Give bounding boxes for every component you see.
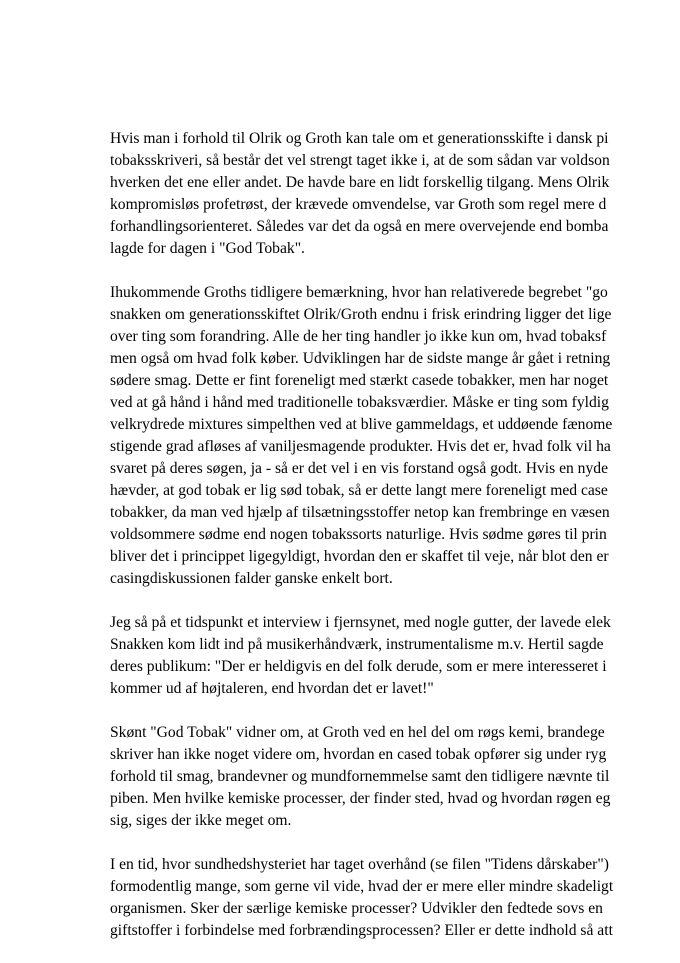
text-line: Jeg så på et tidspunkt et interview i fjernsynet, med nogle gutter, der lavede elek <box>110 614 611 631</box>
text-line: giftstoffer i forbindelse med forbrændingsprocessen? Eller er dette indhold så att <box>110 922 613 939</box>
text-line: ved at gå hånd i hånd med traditionelle tobaksværdier. Måske er ting som fyldig <box>110 394 609 411</box>
text-line: lagde for dagen i "God Tobak". <box>110 240 305 257</box>
text-line: deres publikum: "Der er heldigvis en del folk derude, som er mere interesseret i <box>110 658 607 675</box>
text-line: casingdiskussionen falder ganske enkelt bort. <box>110 570 393 587</box>
text-line: kompromisløs profetrøst, der krævede omvendelse, var Groth som regel mere d <box>110 196 607 213</box>
text-line: skriver han ikke noget videre om, hvordan en cased tobak opfører sig under ryg <box>110 746 607 763</box>
text-line: tobaksskriveri, så består det vel strengt taget ikke i, at de som sådan var voldson <box>110 152 610 169</box>
paragraph-5 <box>110 854 680 942</box>
text-line: svaret på deres søgen, ja - så er det vel i en vis forstand også godt. Hvis en nyde <box>110 460 608 477</box>
text-line: hævder, at god tobak er lig sød tobak, så er dette langt mere foreneligt med case <box>110 482 608 499</box>
text-line: formodentlig mange, som gerne vil vide, hvad der er mere eller mindre skadeligt <box>110 878 614 895</box>
paragraph-2 <box>110 282 680 590</box>
text-line: kommer ud af højtaleren, end hvordan det er lavet!" <box>110 680 434 697</box>
paragraph-1 <box>110 128 680 260</box>
text-line: over ting som forandring. Alle de her ting handler jo ikke kun om, hvad tobaksf <box>110 328 607 345</box>
text-line: snakken om generationsskiftet Olrik/Groth endnu i frisk erindring ligger det lige <box>110 306 612 323</box>
text-line: voldsommere sødme end nogen tobakssorts naturlige. Hvis sødme gøres til prin <box>110 526 607 543</box>
text-line: men også om hvad folk køber. Udviklingen har de sidste mange år gået i retning <box>110 350 611 367</box>
paragraph-3 <box>110 612 680 700</box>
text-line: stigende grad afløses af vaniljesmagende produkter. Hvis det er, hvad folk vil ha <box>110 438 611 455</box>
text-line: tobakker, da man ved hjælp af tilsætningsstoffer netop kan frembringe en væsen <box>110 504 610 521</box>
text-line: sødere smag. Dette er fint foreneligt med stærkt casede tobakker, men har noget <box>110 372 609 389</box>
text-line: forhandlingsorienteret. Således var det da også en mere overvejende end bomba <box>110 218 609 235</box>
text-line: forhold til smag, brandevner og mundfornemmelse samt den tidligere nævnte til <box>110 768 610 785</box>
text-line: I en tid, hvor sundhedshysteriet har taget overhånd (se filen "Tidens dårskaber") <box>110 856 609 873</box>
text-line: piben. Men hvilke kemiske processer, der finder sted, hvad og hvordan røgen eg <box>110 790 611 807</box>
text-line: Snakken kom lidt ind på musikerhåndværk, instrumentalisme m.v. Hertil sagde <box>110 636 604 653</box>
paragraph-4 <box>110 722 680 832</box>
text-line: bliver det i princippet ligegyldigt, hvordan den er skaffet til veje, når blot den er <box>110 548 609 565</box>
text-line: organismen. Sker der særlige kemiske processer? Udvikler den fedtede sovs en <box>110 900 603 917</box>
text-line: Hvis man i forhold til Olrik og Groth kan tale om et generationsskifte i dansk pi <box>110 130 609 147</box>
body-text <box>110 128 680 963</box>
text-line: velkrydrede mixtures simpelthen ved at blive gammeldags, et uddøende fænome <box>110 416 613 433</box>
text-line: hverken det ene eller andet. De havde bare en lidt forskellig tilgang. Mens Olrik <box>110 174 610 191</box>
text-line: sig, siges der ikke meget om. <box>110 812 292 829</box>
text-line: Ihukommende Groths tidligere bemærkning, hvor han relativerede begrebet "go <box>110 284 608 301</box>
text-line: Skønt "God Tobak" vidner om, at Groth ved en hel del om røgs kemi, brandege <box>110 724 605 741</box>
